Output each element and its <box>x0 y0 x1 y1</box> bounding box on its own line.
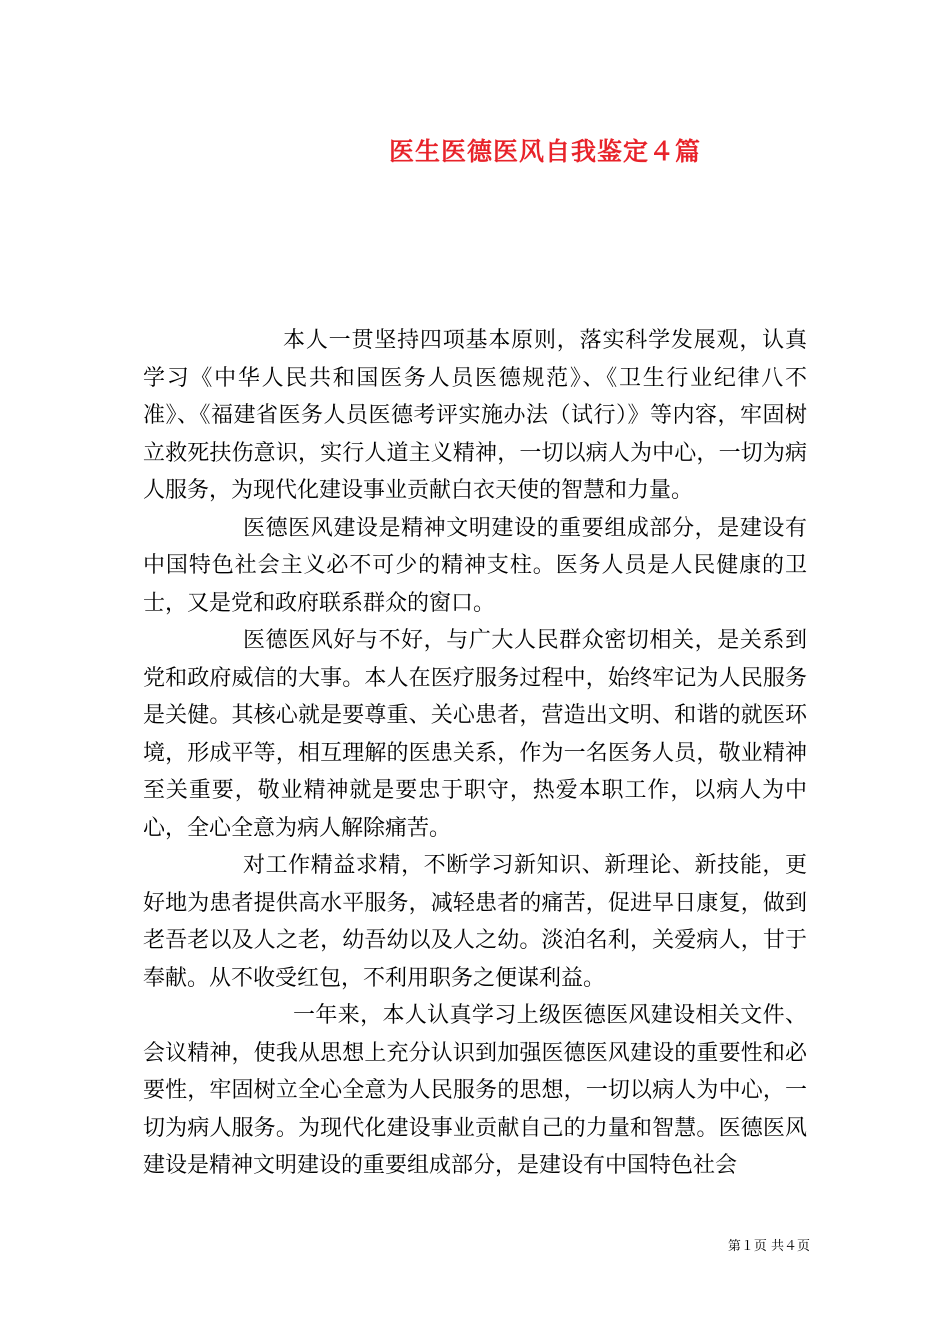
paragraph-1: 本人一贯坚持四项基本原则，落实科学发展观，认真学习《中华人民共和国医务人员医德规范》、《卫生行业纪律八不准》、《福建省医务人员医德考评实施办法（试行）》等内容，牢固树立救死扶伤意识，实行人道主义精神，一切以病人为中心，一切为病人服务，为现代化建设事业贡献白衣天使的智慧和力量。 <box>143 328 807 503</box>
paragraph-4: 对工作精益求精，不断学习新知识、新理论、新技能，更好地为患者提供高水平服务，减轻患者的痛苦，促进早日康复，做到老吾老以及人之老，幼吾幼以及人之幼。淡泊名利，关爱病人，甘于奉献。从不收受红包，不利用职务之便谋利益。 <box>143 853 807 991</box>
document-title: 医生医德医风自我鉴定４篇 <box>388 137 701 166</box>
document-body <box>143 322 807 1185</box>
paragraph-2: 医德医风建设是精神文明建设的重要组成部分，是建设有中国特色社会主义必不可少的精神支柱。医务人员是人民健康的卫士，又是党和政府联系群众的窗口。 <box>143 515 807 616</box>
page-number-footer: 第１页 共４页 <box>727 1239 810 1254</box>
paragraph-3: 医德医风好与不好，与广大人民群众密切相关，是关系到党和政府威信的大事。本人在医疗服务过程中，始终牢记为人民服务是关健。其核心就是要尊重、关心患者，营造出文明、和谐的就医环境，形成平等，相互理解的医患关系，作为一名医务人员，敬业精神至关重要，敬业精神就是要忠于职守，热爱本职工作，以病人为中心，全心全意为病人解除痛苦。 <box>143 628 807 841</box>
paragraph-5: 一年来，本人认真学习上级医德医风建设相关文件、会议精神，使我从思想上充分认识到加强医德医风建设的重要性和必要性，牢固树立全心全意为人民服务的思想，一切以病人为中心，一切为病人服务。为现代化建设事业贡献自己的力量和智慧。医德医风建设是精神文明建设的重要组成部分，是建设有中国特色社会 <box>143 1003 807 1178</box>
